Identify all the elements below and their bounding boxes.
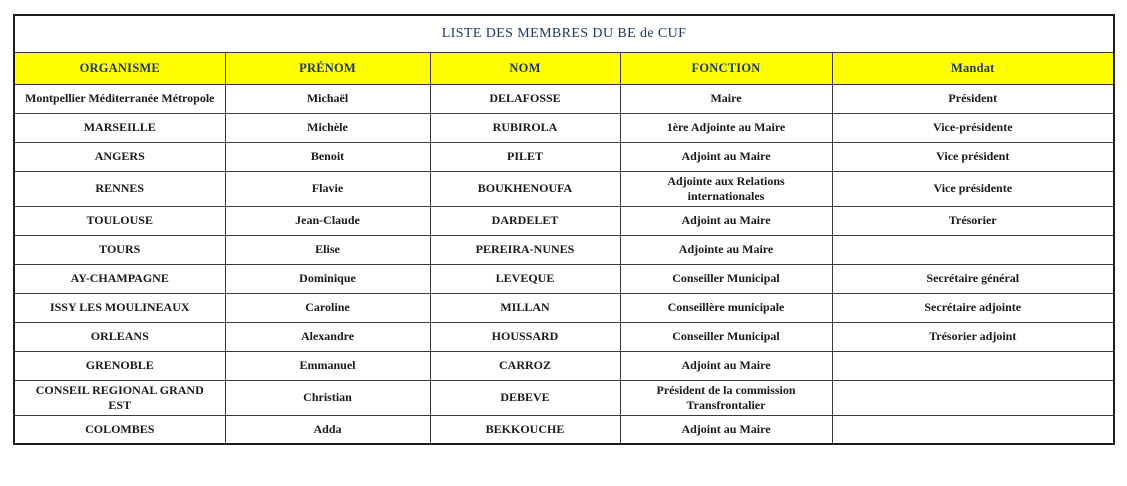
table-cell [832, 351, 1114, 380]
table-row [14, 264, 1114, 293]
table-cell: Adjoint au Maire [620, 142, 832, 171]
table-cell: Elise [225, 235, 430, 264]
table-cell: ANGERS [14, 142, 225, 171]
table-cell: Président [832, 84, 1114, 113]
table-cell: Conseiller Municipal [620, 322, 832, 351]
column-header-mandat: Mandat [832, 52, 1114, 84]
table-cell: Président de la commission Transfrontalier [620, 380, 832, 415]
table-cell: Christian [225, 380, 430, 415]
table-cell: CONSEIL REGIONAL GRAND EST [14, 380, 225, 415]
table-cell [832, 235, 1114, 264]
column-header-organisme: ORGANISME [14, 52, 225, 84]
table-cell: PEREIRA-NUNES [430, 235, 620, 264]
table-cell: Trésorier adjoint [832, 322, 1114, 351]
table-cell: Secrétaire général [832, 264, 1114, 293]
table-cell: Benoit [225, 142, 430, 171]
table-cell: CARROZ [430, 351, 620, 380]
table-cell: BEKKOUCHE [430, 415, 620, 444]
table-cell: Adjointe aux Relations internationales [620, 171, 832, 206]
table-row [14, 206, 1114, 235]
table-cell: DEBEVE [430, 380, 620, 415]
table-row [14, 380, 1114, 415]
table-cell: ORLEANS [14, 322, 225, 351]
table-cell: AY-CHAMPAGNE [14, 264, 225, 293]
table-row [14, 84, 1114, 113]
table-cell: Alexandre [225, 322, 430, 351]
table-cell: Maire [620, 84, 832, 113]
table-row [14, 171, 1114, 206]
table-cell: Conseillère municipale [620, 293, 832, 322]
table-cell: Emmanuel [225, 351, 430, 380]
table-cell [832, 415, 1114, 444]
table-cell: Adjoint au Maire [620, 415, 832, 444]
table-row [14, 113, 1114, 142]
table-cell: Caroline [225, 293, 430, 322]
column-header-fonction: FONCTION [620, 52, 832, 84]
table-cell: ISSY LES MOULINEAUX [14, 293, 225, 322]
table-cell: TOURS [14, 235, 225, 264]
table-cell: Vice-présidente [832, 113, 1114, 142]
table-cell: Trésorier [832, 206, 1114, 235]
table-cell: Jean-Claude [225, 206, 430, 235]
table-cell: Michaël [225, 84, 430, 113]
table-body [14, 84, 1114, 444]
table-cell: Adda [225, 415, 430, 444]
table-cell: LEVEQUE [430, 264, 620, 293]
table-cell: BOUKHENOUFA [430, 171, 620, 206]
table-cell [832, 380, 1114, 415]
table-cell: Adjoint au Maire [620, 351, 832, 380]
table-cell: HOUSSARD [430, 322, 620, 351]
table-cell: COLOMBES [14, 415, 225, 444]
table-cell: Conseiller Municipal [620, 264, 832, 293]
table-cell: Vice président [832, 142, 1114, 171]
title-row [14, 15, 1114, 52]
table-cell: Vice présidente [832, 171, 1114, 206]
table-row [14, 415, 1114, 444]
table-row [14, 322, 1114, 351]
table-cell: Michèle [225, 113, 430, 142]
table-row [14, 351, 1114, 380]
table-cell: TOULOUSE [14, 206, 225, 235]
table-cell: PILET [430, 142, 620, 171]
table-cell: Flavie [225, 171, 430, 206]
column-header-nom: NOM [430, 52, 620, 84]
table-cell: Montpellier Méditerranée Métropole [14, 84, 225, 113]
table-cell: DELAFOSSE [430, 84, 620, 113]
column-header-pr-nom: PRÉNOM [225, 52, 430, 84]
table-cell: Adjoint au Maire [620, 206, 832, 235]
table-title: LISTE DES MEMBRES DU BE de CUF [14, 15, 1114, 52]
table-cell: Dominique [225, 264, 430, 293]
table-cell: 1ère Adjointe au Maire [620, 113, 832, 142]
table-cell: Adjointe au Maire [620, 235, 832, 264]
table-cell: RUBIROLA [430, 113, 620, 142]
table-cell: DARDELET [430, 206, 620, 235]
table-row [14, 235, 1114, 264]
table-cell: RENNES [14, 171, 225, 206]
table-cell: Secrétaire adjointe [832, 293, 1114, 322]
table-cell: MARSEILLE [14, 113, 225, 142]
header-row [14, 52, 1114, 84]
table-cell: GRENOBLE [14, 351, 225, 380]
table-row [14, 293, 1114, 322]
table-row [14, 142, 1114, 171]
table-cell: MILLAN [430, 293, 620, 322]
members-table [13, 14, 1115, 445]
